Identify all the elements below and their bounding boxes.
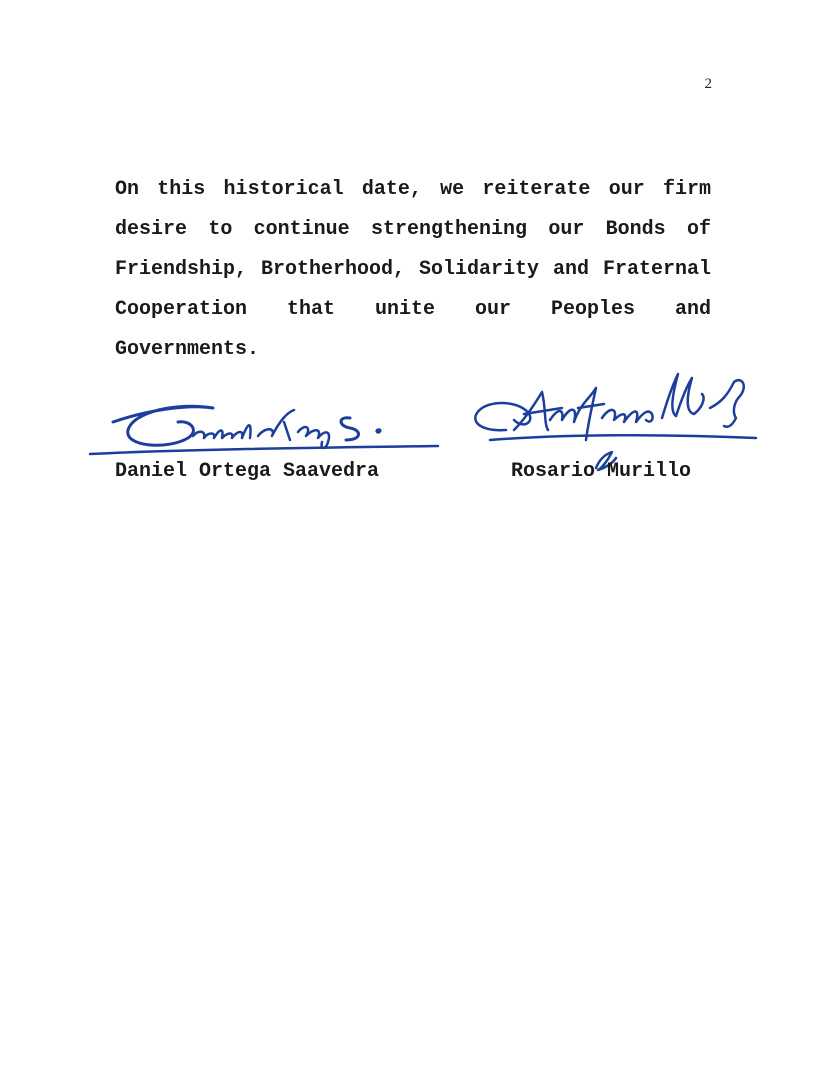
signatory-name-left: Daniel Ortega Saavedra [115, 460, 380, 483]
signature-rosario-murillo [466, 368, 761, 473]
signatory-name-right: Rosario Murillo [511, 460, 692, 483]
page-number: 2 [704, 76, 712, 92]
body-paragraph: On this historical date, we reiterate our firm desire to continue strengthening our Bonds of Friendship, Brotherhood, Solidarity and Fraternal Cooperation that unite our Peoples and Governments. [115, 178, 711, 361]
signature-daniel-ortega [88, 392, 443, 467]
